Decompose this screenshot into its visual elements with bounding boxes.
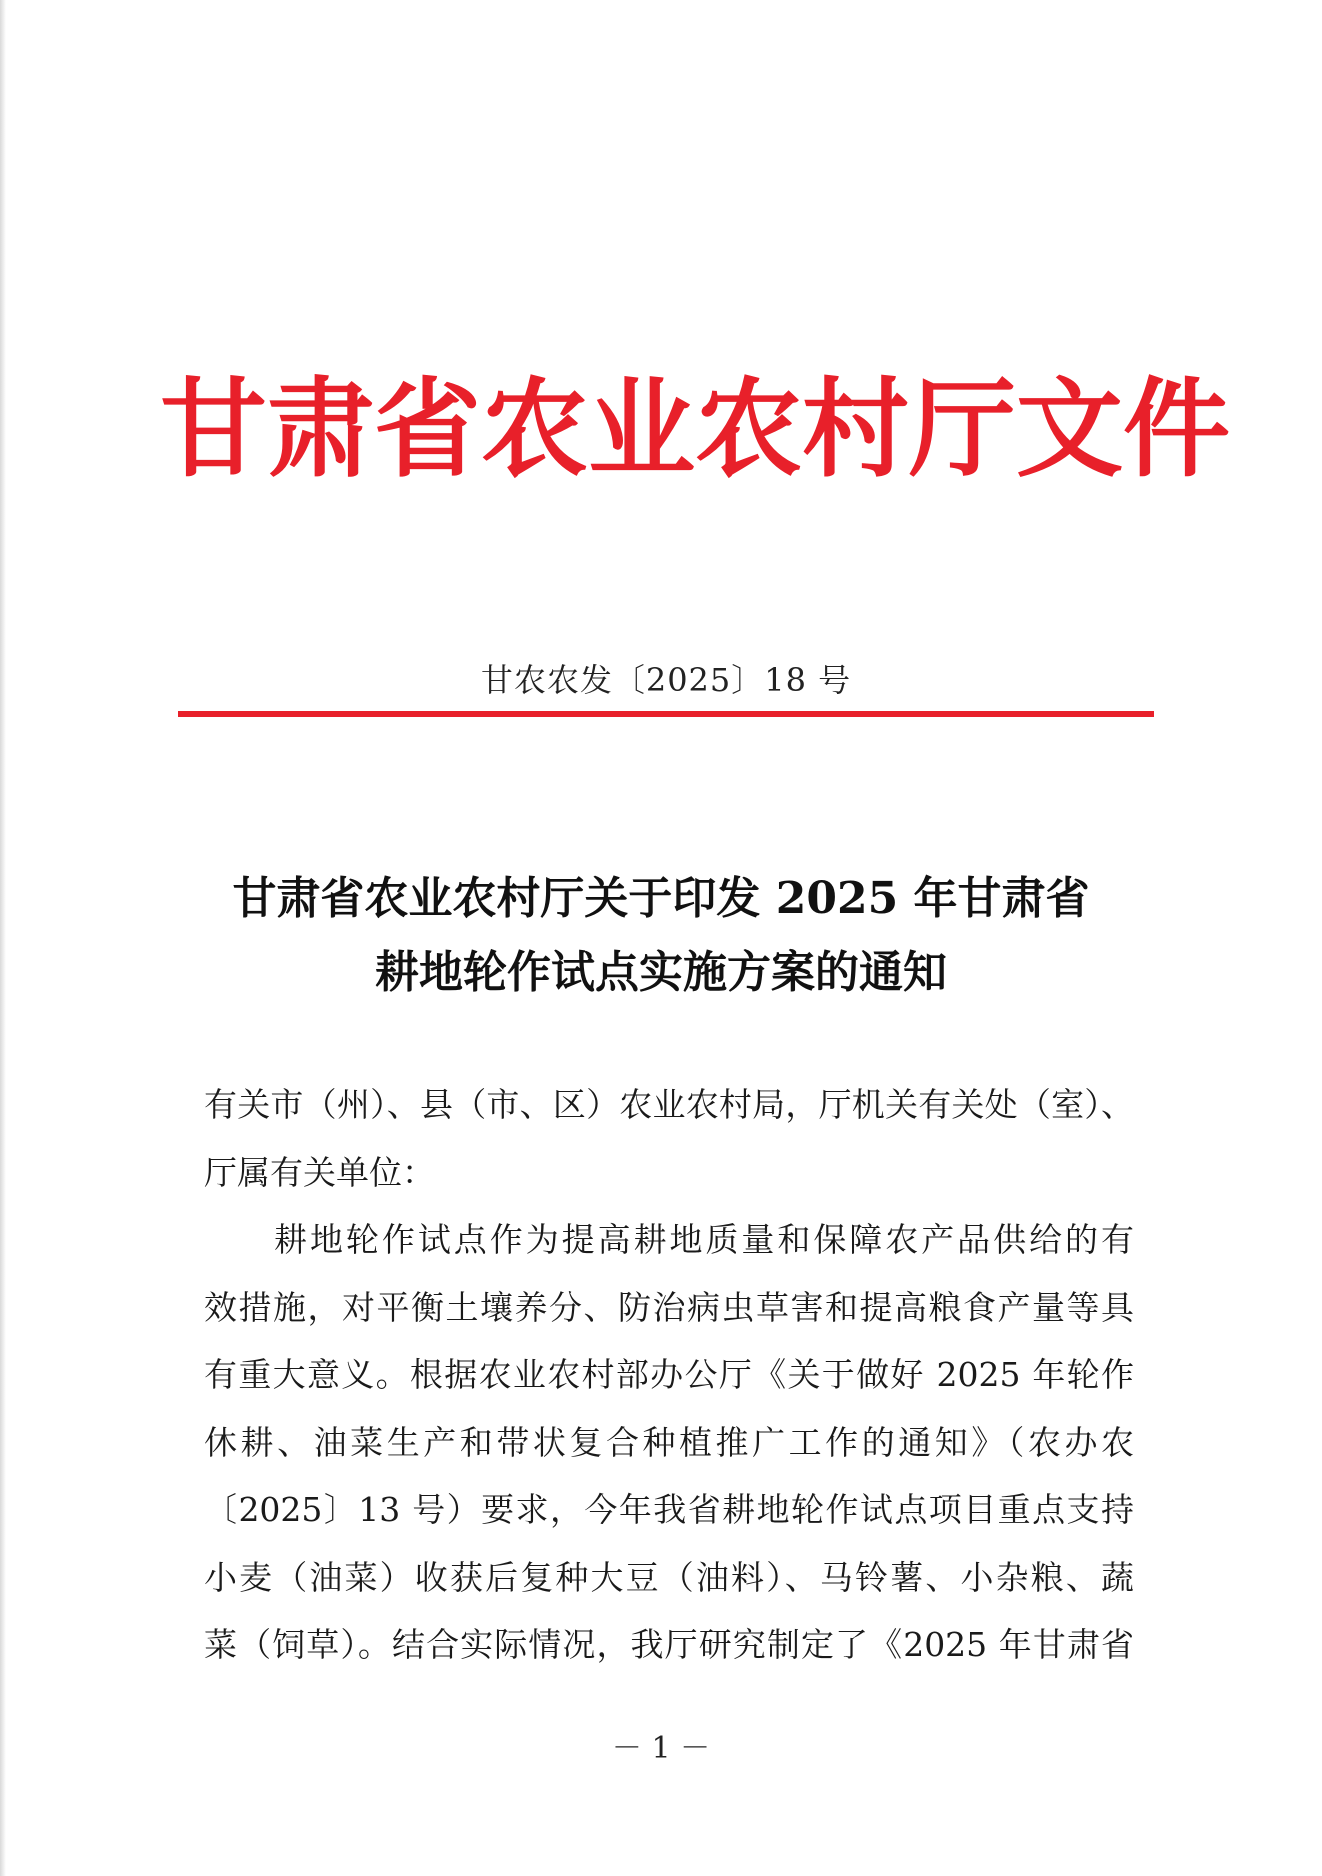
paragraph-line: 休耕、油菜生产和带状复合种植推广工作的通知》（农办农 xyxy=(204,1422,1134,1462)
paragraph-line: 耕地轮作试点作为提高耕地质量和保障农产品供给的有 xyxy=(274,1220,1134,1259)
paragraph-line: 有重大意义。根据农业农村部办公厅《关于做好 2025 年轮作 xyxy=(204,1355,1134,1394)
title-line-1: 甘肃省农业农村厅关于印发 2025 年甘肃省 xyxy=(232,873,1090,924)
document-masthead: 甘肃省农业农村厅文件 xyxy=(160,367,1231,492)
document-number: 甘农农发〔2025〕18 号 xyxy=(480,661,852,699)
red-separator-line xyxy=(178,711,1154,717)
addressee-line-1: 有关市（州）、县（市、区）农业农村局，厅机关有关处（室）、 xyxy=(204,1085,1134,1124)
scan-edge-shadow xyxy=(0,0,6,1876)
title-line-2: 耕地轮作试点实施方案的通知 xyxy=(375,947,947,998)
page-number: － 1 － xyxy=(611,1731,711,1766)
document-title xyxy=(150,862,1172,1010)
paragraph-line: 菜（饲草）。结合实际情况，我厅研究制定了《2025 年甘肃省 xyxy=(204,1625,1134,1664)
paragraph-line: 〔2025〕13 号）要求，今年我省耕地轮作试点项目重点支持 xyxy=(204,1490,1134,1529)
paragraph-line: 小麦（油菜）收获后复种大豆（油料）、马铃薯、小杂粮、蔬 xyxy=(204,1557,1134,1597)
document-body xyxy=(204,1071,1134,1679)
paragraph-line: 效措施，对平衡土壤养分、防治病虫草害和提高粮食产量等具 xyxy=(204,1287,1134,1327)
addressee-line-2: 厅属有关单位： xyxy=(204,1152,435,1192)
